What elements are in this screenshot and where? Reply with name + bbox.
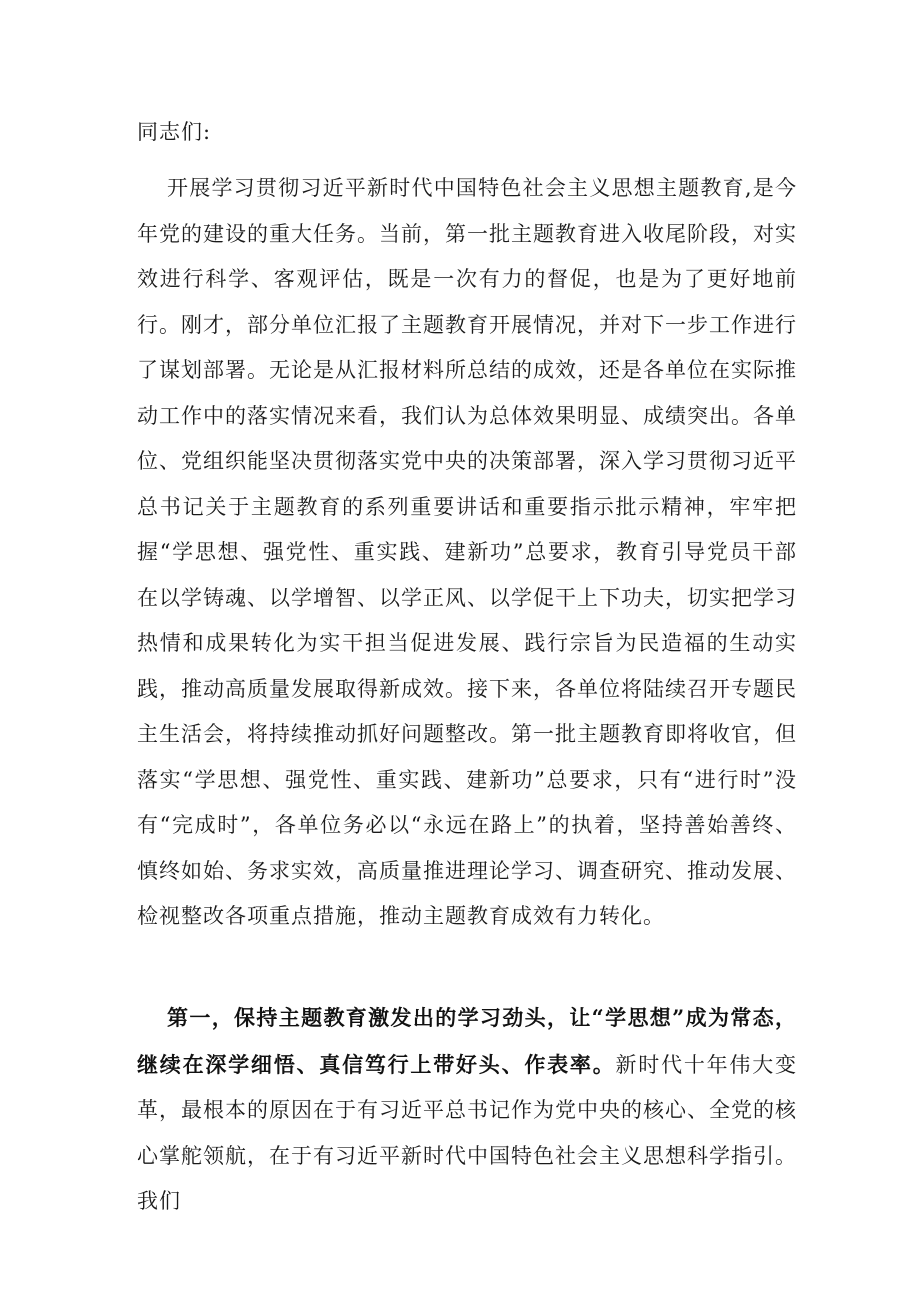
paragraph-intro: 开展学习贯彻习近平新时代中国特色社会主义思想主题教育,是今年党的建设的重大任务。当前，第一批主题教育进入收尾阶段，对实效进行科学、客观评估，既是一次有力的督促，也是为了更好地前行。刚才，部分单位汇报了主题教育开展情况，并对下一步工作进行了谋划部署。无论是从汇报材料所总结的成效，还是各单位在实际推动工作中的落实情况来看，我们认为总体效果明显、成绩突出。各单位、党组织能坚决贯彻落实党中央的决策部署，深入学习贯彻习近平总书记关于主题教育的系列重要讲话和重要指示批示精神，牢牢把握“学思想、强党性、重实践、建新功”总要求，教育引导党员干部在以学铸魂、以学增智、以学正风、以学促干上下功夫，切实把学习热情和成果转化为实干担当促进发展、践行宗旨为民造福的生动实践，推动高质量发展取得新成效。接下来，各单位将陆续召开专题民主生活会，将持续推动抓好问题整改。第一批主题教育即将收官，但落实“学思想、强党性、重实践、建新功”总要求，只有“进行时”没有“完成时”，各单位务必以“永远在路上”的执着，坚持善始善终、慎终如始、务求实效，高质量推进理论学习、调查研究、推动发展、检视整改各项重点措施，推动主题教育成效有力转化。: [137, 176, 797, 928]
paragraph-first-point-heading: 第一，保持主题教育激发出的学习劲头，让“学思想”成为常态，继续在深学细悟、真信笃行上带好头、作表率。: [137, 1005, 797, 1077]
paragraph-first-point-body: 新时代十年伟大变革，最根本的原因在于有习近平总书记作为党中央的核心、全党的核心掌舵领航，在于有习近平新时代中国特色社会主义思想科学指引。我们: [137, 1052, 797, 1213]
paragraph-first-point: [137, 995, 797, 1225]
salutation: 同志们:: [137, 120, 212, 144]
